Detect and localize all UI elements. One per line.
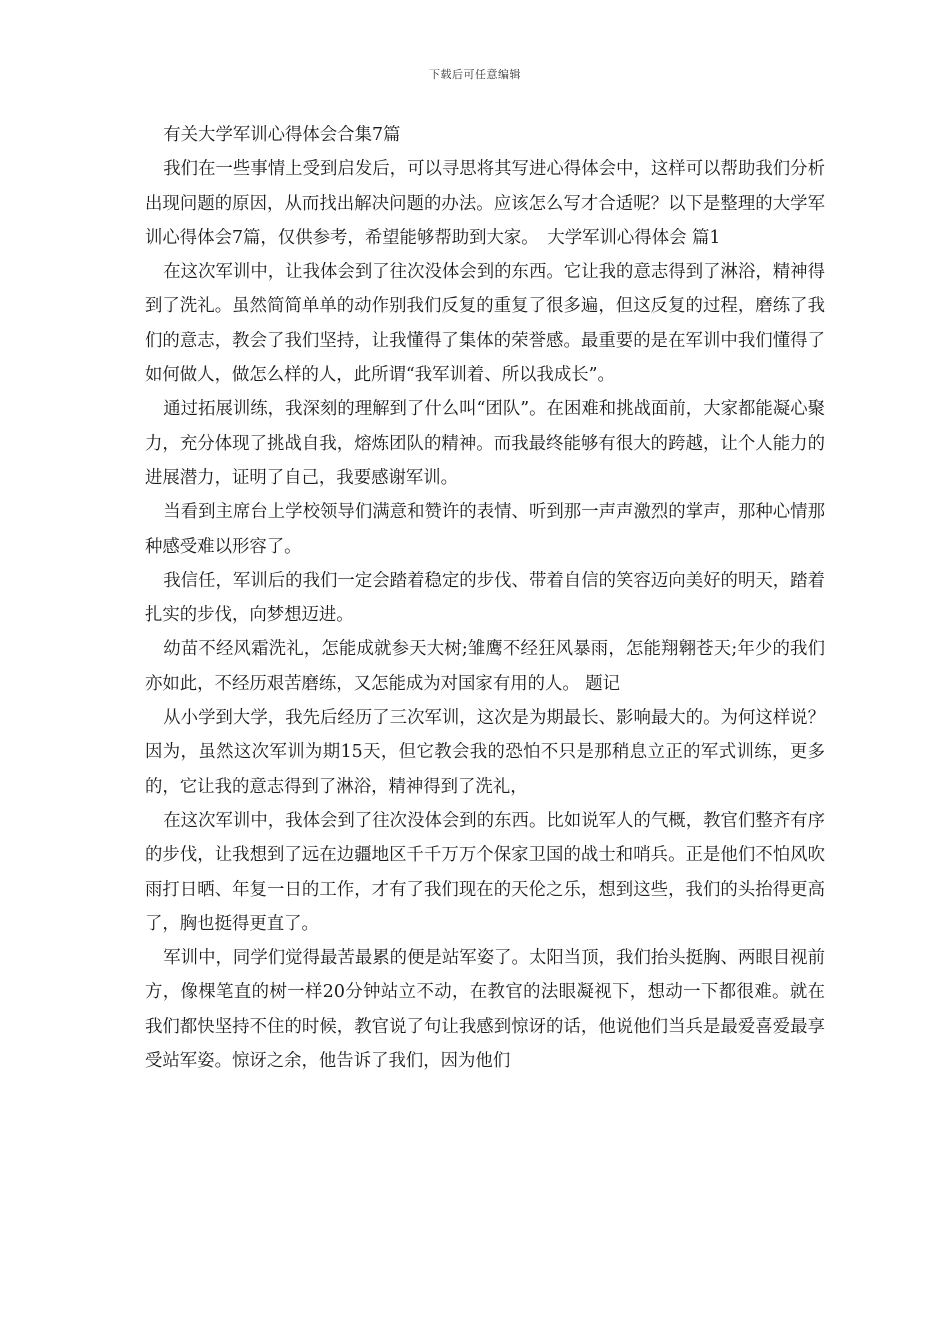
paragraph-7: 在这次军训中，我体会到了往次没体会到的东西。比如说军人的气概，教官们整齐有序的步伐，让我想到了远在边疆地区千千万万个保家卫国的战士和哨兵。正是他们不怕风吹雨打日晒、年复一日的工作，才有了我们现在的天伦之乐，想到这些，我们的头抬得更高了，胸也挺得更直了。: [145, 810, 825, 934]
paragraph-6: 从小学到大学，我先后经历了三次军训，这次是为期最长、影响最大的。为何这样说？因为，虽然这次军训为期15天，但它教会我的恐怕不只是那稍息立正的军式训练，更多的，它让我的意志得到了淋浴，精神得到了洗礼，: [145, 708, 825, 797]
document-title: 有关大学军训心得体会合集7篇: [163, 125, 401, 145]
page-header-note: 下载后可任意编辑: [429, 68, 521, 81]
paragraph-2: 通过拓展训练，我深刻的理解到了什么叫“团队”。在困难和挑战面前，大家都能凝心聚力，充分体现了挑战自我，熔炼团队的精神。而我最终能够有很大的跨越，让个人能力的进展潜力，证明了自己，我要感谢军训。: [145, 399, 825, 488]
paragraph-1: 在这次军训中，让我体会到了往次没体会到的东西。它让我的意志得到了淋浴，精神得到了洗礼。虽然简简单单的动作别我们反复的重复了很多遍，但这反复的过程，磨练了我们的意志，教会了我们坚持，让我懂得了集体的荣誉感。最重要的是在军训中我们懂得了如何做人，做怎么样的人，此所谓“我军训着、所以我成长”。: [145, 262, 825, 386]
paragraph-4: 我信任，军训后的我们一定会踏着稳定的步伐、带着自信的笑容迈向美好的明天，踏着扎实的步伐，向梦想迈进。: [145, 570, 825, 626]
paragraph-3: 当看到主席台上学校领导们满意和赞许的表情、听到那一声声激烈的掌声，那种心情那种感受难以形容了。: [145, 502, 825, 557]
paragraph-5: 幼苗不经风霜洗礼，怎能成就参天大树;雏鹰不经狂风暴雨，怎能翔翱苍天;年少的我们亦如此，不经历艰苦磨练，又怎能成为对国家有用的人。 题记: [145, 639, 825, 694]
paragraph-intro: 我们在一些事情上受到启发后，可以寻思将其写进心得体会中，这样可以帮助我们分析出现问题的原因，从而找出解决问题的办法。应该怎么写才合适呢？以下是整理的大学军训心得体会7篇，仅供参考，希望能够帮助到大家。 大学军训心得体会 篇1: [145, 159, 825, 248]
paragraph-8: 军训中，同学们觉得最苦最累的便是站军姿了。太阳当顶，我们抬头挺胸、两眼目视前方，像棵笔直的树一样20分钟站立不动，在教官的法眼凝视下，想动一下都很难。就在我们都快坚持不住的时候，教官说了句让我感到惊讶的话，他说他们当兵是最爱喜爱最享受站军姿。惊讶之余，他告诉了我们，因为他们: [145, 948, 825, 1072]
document-body: [145, 118, 825, 1078]
